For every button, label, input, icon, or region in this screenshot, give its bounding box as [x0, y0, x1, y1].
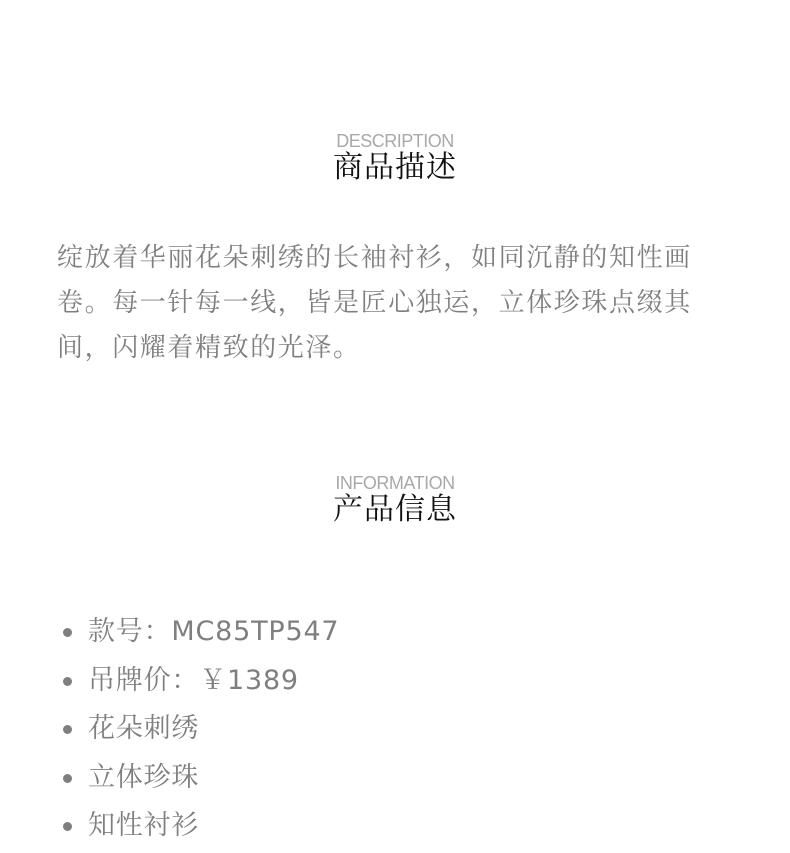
info-item-feature — [60, 802, 339, 851]
info-item-style-number — [60, 608, 339, 657]
info-item-label: 款号：MC85TP547 — [88, 616, 340, 647]
bullet-icon — [63, 677, 72, 686]
info-item-price — [60, 657, 339, 706]
info-item-feature — [60, 705, 339, 754]
bullet-icon — [63, 628, 72, 637]
description-text: 绽放着华丽花朵刺绣的长袖衬衫，如同沉静的知性画卷。每一针每一线，皆是匠心独运，立体珍珠点缀其间，闪耀着精致的光泽。 — [57, 243, 692, 363]
information-list — [60, 608, 339, 851]
information-label-en: INFORMATION — [335, 473, 455, 493]
description-title: 商品描述 — [333, 150, 457, 185]
bullet-icon — [63, 725, 72, 734]
description-label-en: DESCRIPTION — [336, 131, 454, 151]
info-item-label: 花朵刺绣 — [88, 713, 200, 744]
bullet-icon — [63, 774, 72, 783]
information-title: 产品信息 — [333, 492, 457, 527]
info-item-feature — [60, 754, 339, 803]
info-item-label: 吊牌价：￥1389 — [88, 664, 299, 696]
info-item-label: 立体珍珠 — [88, 761, 200, 793]
info-item-label: 知性衬衫 — [88, 810, 200, 841]
bullet-icon — [63, 822, 72, 831]
description-header — [0, 131, 790, 185]
information-header — [0, 473, 790, 527]
